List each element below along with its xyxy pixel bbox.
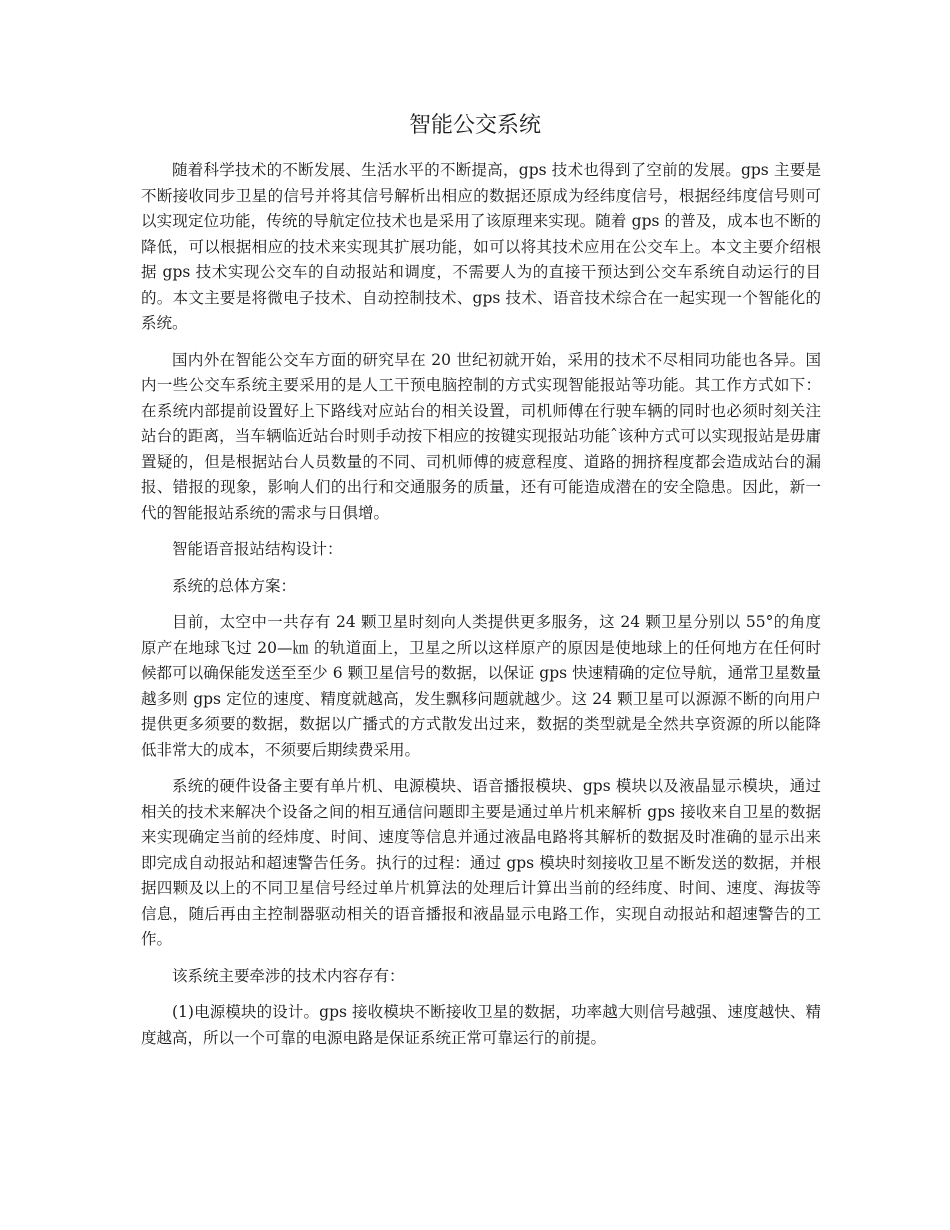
document-body	[141, 158, 821, 1062]
paragraph-tech-contents: 该系统主要牵涉的技术内容存有：	[172, 966, 405, 985]
paragraph-subsection-heading: 系统的总体方案：	[172, 576, 297, 595]
paragraph-research-background: 国内外在智能公交车方面的研究早在 20 世纪初就开始，采用的技术不尽相同功能也各异。国内一些公交车系统主要采用的是人工干预电脑控制的方式实现智能报站等功能。其工作方式如下：在系统内部提前设置好上下路线对应站台的相关设置，司机师傅在行驶车辆的同时也必须时刻关注站台的距离，当车辆临近站台时则手动按下相应的按键实现报站功能ˆ该种方式可以实现报站是毋庸置疑的，但是根据站台人员数量的不同、司机师傅的疲意程度、道路的拥挤程度都会造成站台的漏报、错报的现象，影响人们的出行和交通服务的质量，还有可能造成潜在的安全隐患。因此，新一代的智能报站系统的需求与日俱增。	[141, 350, 821, 522]
paragraph-hardware: 系统的硬件设备主要有单片机、电源模块、语音播报模块、gps 模块以及液晶显示模块，通过相关的技术来解决个设备之间的相互通信问题即主要是通过单片机来解析 gps 接收来自卫星的数据来实现确定当前的经炜度、时间、速度等信息并通过液晶电路将其解析的数据及时准确的显示出来即完成自动报站和超速警告任务。执行的过程：通过 gps 模块时刻接收卫星不断发送的数据，并根据四颗及以上的不同卫星信号经过单片机算法的处理后计算出当前的经纬度、时间、速度、海拔等信息，随后再由主控制器驱动相关的语音播报和液晶显示电路工作，实现自动报站和超速警告的工作。	[141, 777, 821, 948]
paragraph-power-module: (1)电源模块的设计。gps 接收模块不断接收卫星的数据，功率越大则信号越强、速度越快、精度越高，所以一个可靠的电源电路是保证系统正常可靠运行的前提。	[141, 1003, 821, 1047]
paragraph-satellites: 目前，太空中一共存有 24 颗卫星时刻向人类提供更多服务，这 24 颗卫星分别以 55°的角度原产在地球飞过 20—㎞ 的轨道面上，卫星之所以这样原产的原因是使地球上的任何地方在任何时候都可以确保能发送至至少 6 颗卫星信号的数据，以保证 gps 快速精确的定位导航，通常卫星数量越多则 gps 定位的速度、精度就越高，发生飘移问题就越少。这 24 颗卫星可以源源不断的向用户提供更多须要的数据，数据以广播式的方式散发出过来，数据的类型就是全然共享资源的所以能降低非常大的成本，不须要后期续费采用。	[141, 613, 821, 759]
paragraph-intro: 随着科学技术的不断发展、生活水平的不断提高，gps 技术也得到了空前的发展。gps 主要是不断接收同步卫星的信号并将其信号解析出相应的数据还原成为经纬度信号，根据经纬度信号则可以实现定位功能，传统的导航定位技术也是采用了该原理来实现。随着 gps 的普及，成本也不断的降低，可以根据相应的技术来实现其扩展功能，如可以将其技术应用在公交车上。本文主要介绍根据 gps 技术实现公交车的自动报站和调度，不需要人为的直接干预达到公交车系统自动运行的目的。本文主要是将微电子技术、自动控制技术、gps 技术、语音技术综合在一起实现一个智能化的系统。	[141, 161, 821, 332]
document-title: 智能公交系统	[408, 113, 541, 138]
paragraph-section-heading: 智能语音报站结构设计：	[172, 540, 343, 558]
